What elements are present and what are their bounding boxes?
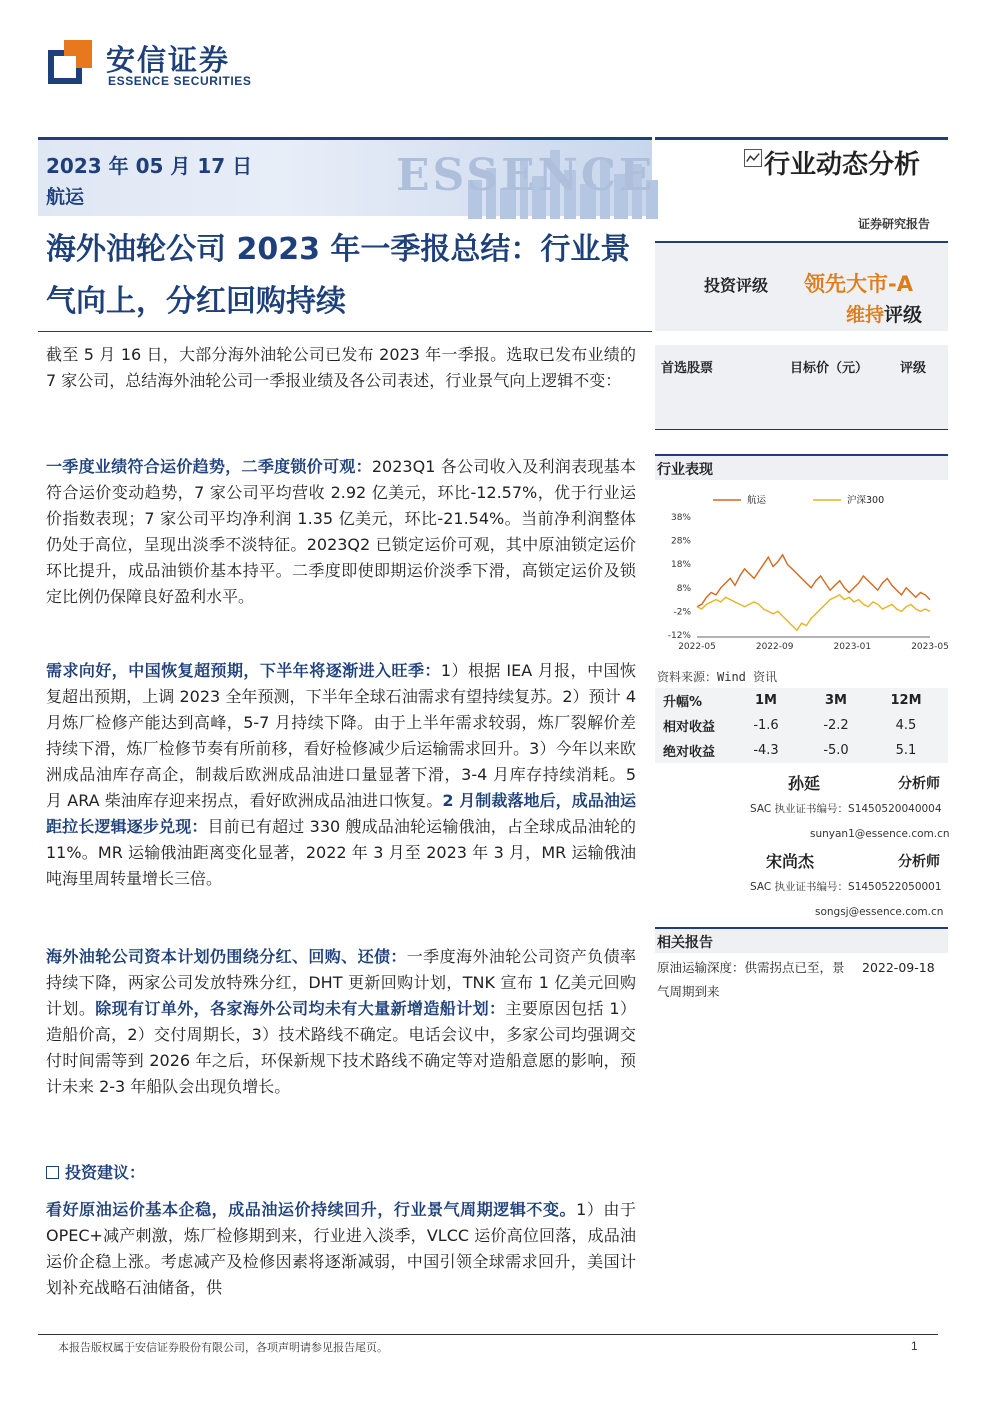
q1-results-heading: 一季度业绩符合运价趋势，二季度锁价可观： <box>46 457 372 476</box>
performance-table <box>655 688 948 763</box>
related-reports-heading: 相关报告 <box>655 927 948 953</box>
perf-header-cell: 12M <box>890 693 922 708</box>
capital-plan-paragraph <box>46 944 636 1100</box>
right-header-rule <box>655 137 948 140</box>
trend-chart-icon <box>744 149 762 167</box>
perf-cell: 4.5 <box>895 718 917 733</box>
perf-table-row <box>655 738 948 763</box>
perf-row-label: 绝对收益 <box>663 745 716 760</box>
x-tick-label: 2022-05 <box>678 642 716 652</box>
title-rule <box>38 331 652 332</box>
demand-paragraph <box>46 658 636 892</box>
copyright-notice: 本报告版权属于安信证券股份有限公司，各项声明请参见报告尾页。 <box>58 1341 388 1354</box>
rating-maintain-suffix: 评级 <box>884 304 923 326</box>
rating-label: 投资评级 <box>704 276 769 295</box>
perf-header-cell: 升幅% <box>663 695 703 710</box>
advice-bold: 看好原油运价基本企稳，成品油运价持续回升，行业景气周期逻辑不变。 <box>46 1200 577 1219</box>
analyst-cert: SAC 执业证书编号：S1450522050001 <box>750 881 942 893</box>
series-line <box>697 595 930 630</box>
capital-plan-text: 一季度海外油轮公司资产负债率持续下降，两家公司发放特殊分红，DHT 更新回购计划，TNK 宣布 1 亿美元回购计划。 <box>46 947 636 1018</box>
perf-cell: -4.3 <box>753 743 779 758</box>
page-number: 1 <box>911 1339 918 1353</box>
report-title: 海外油轮公司 2023 年一季报总结：行业景气向上，分红回购持续 <box>46 232 631 319</box>
stocks-col-target-price: 目标价（元） <box>790 361 869 376</box>
legend-label: 沪深300 <box>847 495 885 506</box>
perf-table-header <box>655 688 948 713</box>
y-tick-label: 28% <box>670 536 691 547</box>
date-sector-banner <box>38 137 656 216</box>
series-line <box>697 555 930 607</box>
analyst-role: 分析师 <box>898 776 940 792</box>
y-tick-label: 18% <box>670 560 691 571</box>
stocks-col-stock: 首选股票 <box>661 361 714 376</box>
perf-cell: -1.6 <box>753 718 779 733</box>
report-type: 行业动态分析 <box>764 150 921 180</box>
banner-watermark: ESSENCE <box>396 150 656 201</box>
analyst-name: 孙延 <box>788 774 821 793</box>
y-tick-label: 38% <box>670 513 691 523</box>
perf-header-cell: 3M <box>825 693 847 708</box>
analyst-email[interactable]: sunyan1@essence.com.cn <box>810 828 950 840</box>
perf-header-cell: 1M <box>755 693 777 708</box>
document-class: 证券研究报告 <box>858 217 931 231</box>
data-source: 资料来源：Wind 资讯 <box>657 670 778 684</box>
sanction-text: 目前已有超过 330 艘成品油轮运输俄油，占全球成品油轮的 11%。MR 运输俄油距离变化显著，2022 年 3 月至 2023 年 3 月，MR 运输俄油吨海里周转量增长三倍。 <box>46 817 636 888</box>
perf-cell: 5.1 <box>895 743 917 758</box>
advice-list-icon <box>46 1166 59 1179</box>
capital-plan-heading: 海外油轮公司资本计划仍围绕分红、回购、还债： <box>46 947 407 966</box>
advice-text: 1）由于 OPEC+减产刺激，炼厂检修期到来，行业进入淡季，VLCC 运价高位回落，成品油运价企稳上涨。考虑减产及检修因素将逐渐减弱，中国引领全球需求回升，美国计划补充战略石油储备，供 <box>46 1200 636 1297</box>
perf-row-label: 相对收益 <box>663 720 716 735</box>
sanction-heading: 2 月制裁落地后，成品油运距拉长逻辑逐步兑现： <box>46 791 636 836</box>
analyst-name: 宋尚杰 <box>766 852 815 871</box>
analyst-cert: SAC 执业证书编号：S1450520040004 <box>750 803 942 815</box>
related-report-item[interactable] <box>657 956 947 1004</box>
y-tick-label: -12% <box>667 631 691 641</box>
x-tick-label: 2023-01 <box>833 642 872 652</box>
rating-maintain <box>846 300 922 327</box>
stocks-col-rating: 评级 <box>900 361 927 376</box>
perf-cell: -5.0 <box>823 743 849 758</box>
newbuild-heading: 除现有订单外，各家海外公司均未有大量新增造船计划： <box>95 999 506 1018</box>
related-report-title[interactable]: 原油运输深度：供需拐点已至，景气周期到来 <box>657 960 845 999</box>
rating-value: 领先大市-A <box>804 272 913 296</box>
advice-heading-row <box>46 1160 636 1186</box>
perf-cell: -2.2 <box>823 718 849 733</box>
essence-logo-icon <box>48 40 92 84</box>
logo-chinese-name: 安信证券 <box>106 43 231 77</box>
logo-english-name: ESSENCE SECURITIES <box>108 74 252 88</box>
x-tick-label: 2023-05 <box>911 642 949 652</box>
industry-perf-heading: 行业表现 <box>655 454 948 480</box>
report-date: 2023 年 05 月 17 日 <box>46 154 253 178</box>
rating-maintain-word: 维持 <box>846 304 885 326</box>
advice-heading: 投资建议： <box>65 1163 146 1182</box>
q1-results-paragraph <box>46 454 636 610</box>
newbuild-text: 主要原因包括 1）造船价高，2）交付周期长，3）技术路线不确定。电话会议中，多家公司均强调交付时间需等到 2026 年之后，环保新规下技术路线不确定等对造船意愿的影响，预计未来 2-3 年船队会出现负增长。 <box>46 999 636 1096</box>
intro-paragraph: 截至 5 月 16 日，大部分海外油轮公司已发布 2023 年一季报。选取已发布业绩的 7 家公司，总结海外油轮公司一季报业绩及各公司表述，行业景气向上逻辑不变： <box>46 345 636 390</box>
y-tick-label: -2% <box>673 607 691 618</box>
related-report-date: 2022-09-18 <box>862 960 935 975</box>
demand-heading: 需求向好，中国恢复超预期，下半年将逐渐进入旺季： <box>46 661 441 680</box>
x-tick-label: 2022-09 <box>755 642 794 652</box>
y-tick-label: 8% <box>676 583 691 594</box>
perf-table-row <box>655 713 948 738</box>
industry-performance-chart <box>655 483 949 663</box>
legend-label: 航运 <box>747 495 767 506</box>
q1-results-text: 2023Q1 各公司收入及利润表现基本符合运价变动趋势，7 家公司平均营收 2.92 亿美元，环比-12.57%，优于行业运价指数表现；7 家公司平均净利润 1.35 亿美元，环比-21.54%。当前净利润整体仍处于高位，呈现出淡季不淡特征。2023Q2 已锁定运价可观，其中原油锁定运价环比提升，成品油锁价基本持平。二季度即使即期运价淡季下滑，高锁定运价及锁定比例仍保障良好盈利水平。 <box>46 457 636 606</box>
demand-text: 1）根据 IEA 月报，中国恢复超出预期，上调 2023 全年预测，下半年全球石油需求有望持续复苏。2）预计 4 月炼厂检修产能达到高峰，5-7 月持续下降。由于上半年需求较弱，炼厂裂解价差持续下滑，炼厂检修节奏有所前移，看好检修减少后运输需求回升。3）今年以来欧洲成品油库存高企，制裁后欧洲成品油进口量显著下滑，3-4 月库存持续消耗。5 月 ARA 柴油库存迎来拐点，看好欧洲成品油进口恢复。 <box>46 661 636 810</box>
report-sector: 航运 <box>46 186 85 208</box>
analyst-role: 分析师 <box>898 854 940 870</box>
footer-rule <box>38 1334 938 1335</box>
advice-paragraph <box>46 1197 636 1301</box>
analyst-email[interactable]: songsj@essence.com.cn <box>815 906 944 918</box>
